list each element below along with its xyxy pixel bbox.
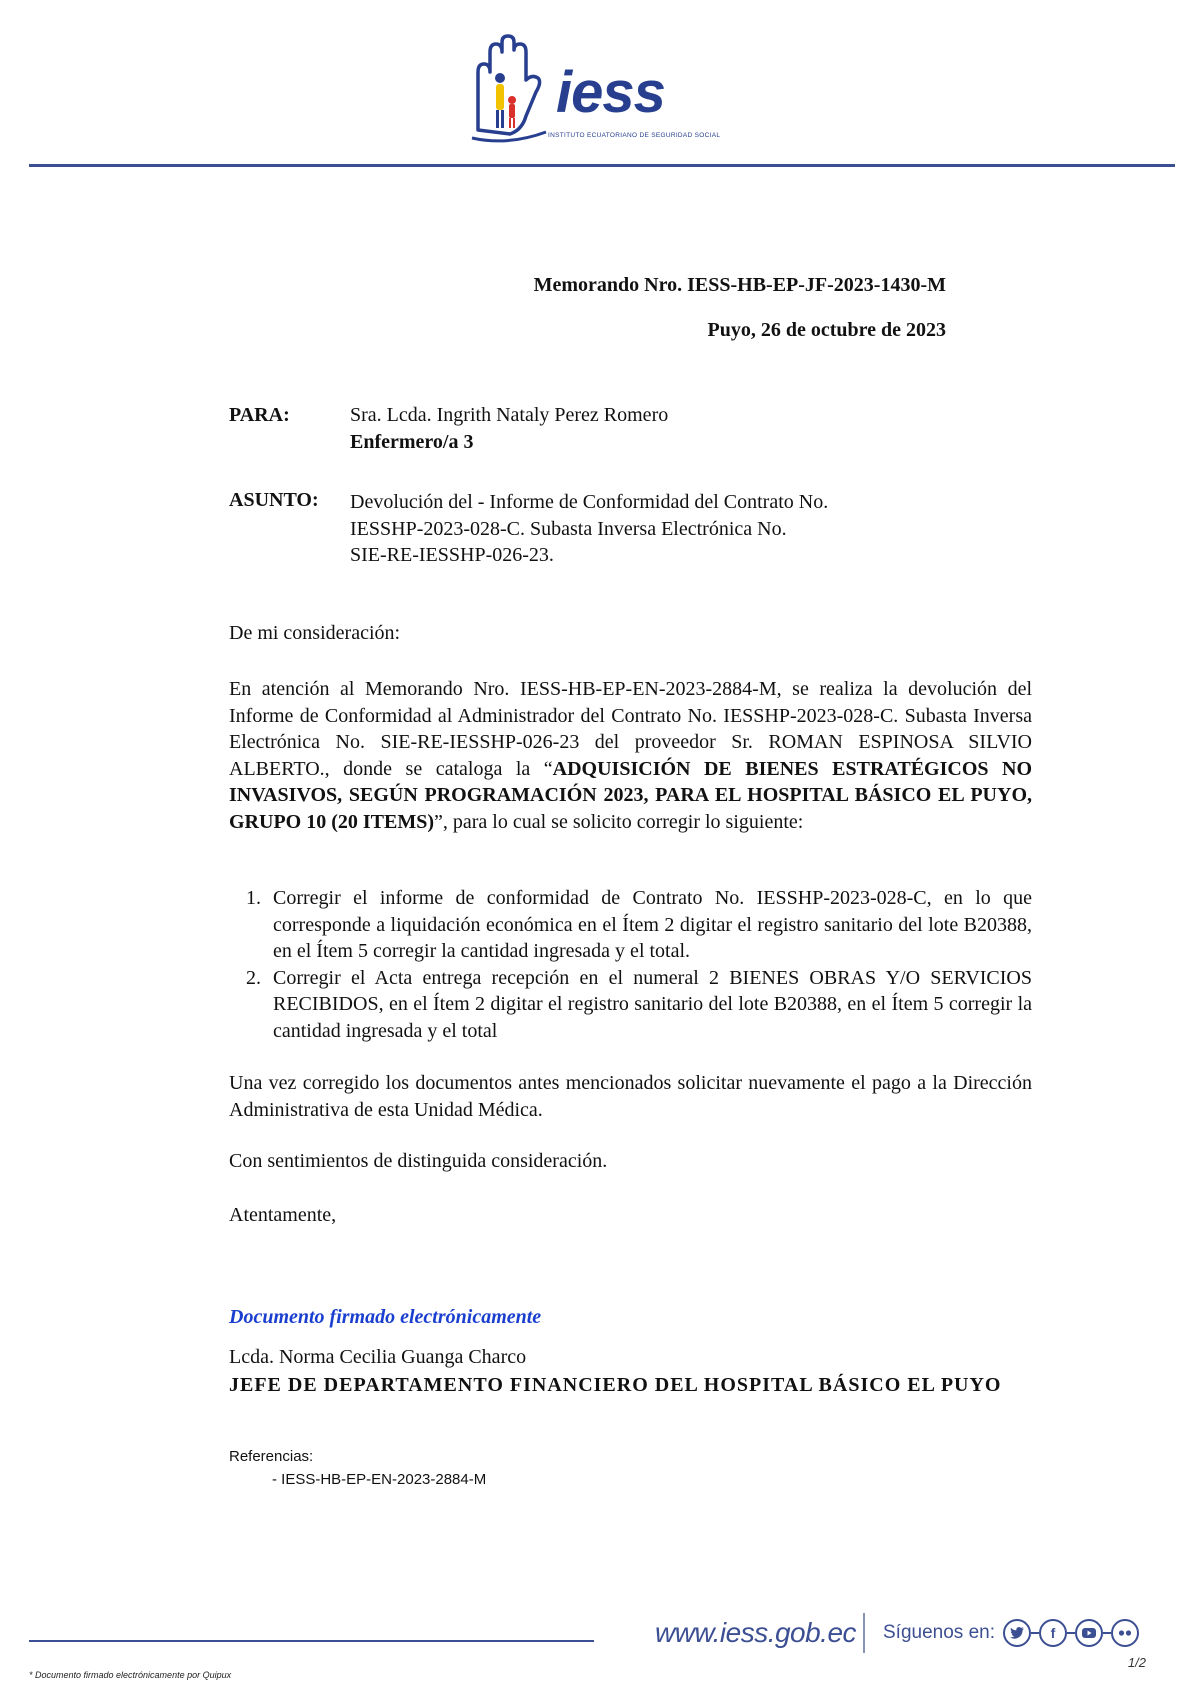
procurement-title: ADQUISICIÓN DE BIENES ESTRATÉGICOS NO INVASIVOS, SEGÚN PROGRAMACIÓN 2023, PARA EL HOSPITAL BÁSICO EL PUYO, GRUPO 10 (20 ITEMS) bbox=[229, 757, 1033, 833]
subject-line: Devolución del - Informe de Conformidad del Contrato No. bbox=[350, 491, 829, 513]
list-item bbox=[229, 965, 1032, 1045]
recipient-role: Enfermero/a 3 bbox=[350, 431, 474, 453]
twitter-icon[interactable] bbox=[1003, 1619, 1031, 1647]
youtube-icon[interactable] bbox=[1075, 1619, 1103, 1647]
follow-us-label: Síguenos en: bbox=[883, 1622, 995, 1643]
correction-list bbox=[229, 885, 1032, 1044]
signer-name: Lcda. Norma Cecilia Guanga Charco bbox=[229, 1346, 527, 1368]
facebook-icon[interactable]: f bbox=[1039, 1619, 1067, 1647]
icon-connector bbox=[1103, 1632, 1111, 1634]
list-item-number: 1. bbox=[246, 887, 261, 909]
footer-divider bbox=[29, 1640, 594, 1642]
paragraph-text: En atención al Memorando Nro. IESS-HB-EP-EN-2023-2884-M, se realiza la devolución del Informe de Conformidad al Administrador del Contrato No. IESSHP-2023-028-C. Subasta Inversa Electrónica No. SIE-RE-IESSHP-026-23 del proveedor Sr. ROMAN ESPINOSA SILVIO ALBERTO., donde se cataloga la “ bbox=[229, 678, 1032, 780]
list-item-number: 2. bbox=[246, 966, 261, 989]
quipux-note: * Documento firmado electrónicamente por Quipux bbox=[29, 1670, 232, 1680]
signer-title: JEFE DE DEPARTAMENTO FINANCIERO DEL HOSPITAL BÁSICO EL PUYO bbox=[229, 1374, 1002, 1396]
logo-wordmark: iess bbox=[556, 60, 665, 125]
icon-connector bbox=[1031, 1632, 1039, 1634]
greeting: De mi consideración: bbox=[229, 622, 401, 644]
icon-connector bbox=[1067, 1632, 1075, 1634]
list-item bbox=[229, 885, 1032, 965]
para-label: PARA: bbox=[229, 404, 290, 426]
closing-paragraph: Una vez corregido los documentos antes mencionados solicitar nuevamente el pago a la Dirección Administrativa de esta Unidad Médica. bbox=[229, 1072, 1032, 1121]
recipient-name: Sra. Lcda. Ingrith Nataly Perez Romero bbox=[350, 404, 669, 426]
flickr-icon[interactable] bbox=[1111, 1619, 1139, 1647]
list-item-text: Corregir el Acta entrega recepción en el numeral 2 BIENES OBRAS Y/O SERVICIOS RECIBIDOS, en el Ítem 2 digitar el registro sanitario del lote B20388, en el Ítem 5 corregir la cantidad ingresada y el total bbox=[273, 966, 1032, 1042]
memo-number: Memorando Nro. IESS-HB-EP-JF-2023-1430-M bbox=[533, 274, 946, 296]
footer-separator bbox=[863, 1613, 865, 1653]
paragraph-text: ”, para lo cual se solicito corregir lo siguiente: bbox=[434, 810, 804, 833]
subject-line: SIE-RE-IESSHP-026-23. bbox=[350, 544, 554, 566]
sign-off: Atentamente, bbox=[229, 1204, 337, 1226]
hand-emblem-icon bbox=[468, 34, 548, 146]
subject-text bbox=[350, 489, 910, 569]
references-label: Referencias: bbox=[229, 1448, 314, 1465]
subject-line: IESSHP-2023-028-C. Subasta Inversa Electrónica No. bbox=[350, 517, 787, 540]
header-divider bbox=[29, 164, 1175, 167]
page-number: 1/2 bbox=[1127, 1655, 1146, 1670]
social-icons bbox=[1003, 1616, 1139, 1650]
iess-logo bbox=[468, 34, 736, 146]
memo-date: Puyo, 26 de octubre de 2023 bbox=[707, 319, 946, 341]
list-item-text: Corregir el informe de conformidad de Contrato No. IESSHP-2023-028-C, en lo que corresponde a liquidación económica en el Ítem 2 digitar el registro sanitario del lote B20388, en el Ítem 5 corregir la cantidad ingresada y el total. bbox=[273, 887, 1032, 962]
electronic-signature-note: Documento firmado electrónicamente bbox=[229, 1306, 542, 1328]
main-paragraph bbox=[229, 676, 1032, 835]
reference-item: - IESS-HB-EP-EN-2023-2884-M bbox=[272, 1471, 487, 1488]
asunto-label: ASUNTO: bbox=[229, 489, 319, 511]
website-link[interactable]: www.iess.gob.ec bbox=[655, 1617, 857, 1648]
logo-subtitle: INSTITUTO ECUATORIANO DE SEGURIDAD SOCIAL bbox=[548, 132, 721, 139]
regards-line: Con sentimientos de distinguida consideración. bbox=[229, 1150, 608, 1172]
